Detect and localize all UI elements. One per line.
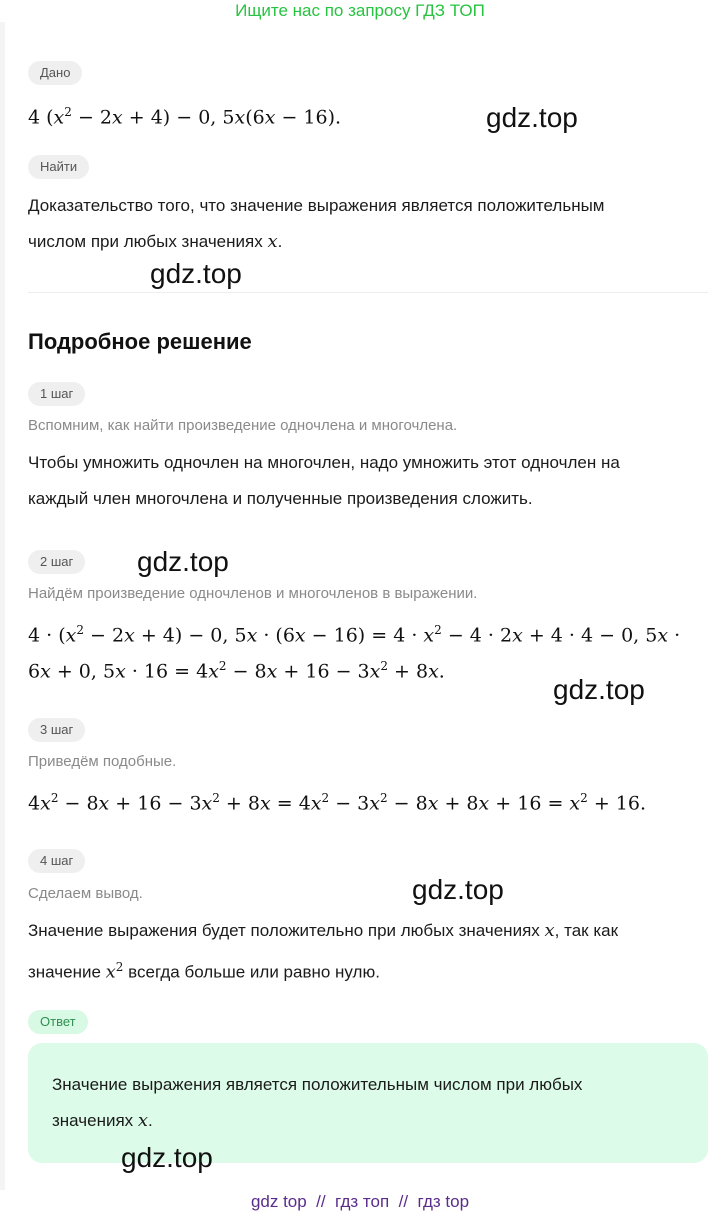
watermark: gdz.top <box>150 258 242 289</box>
given-expression: 4 $(x^2 - 2x + 4) - 0$, 5x(6x − 16). <box>28 105 342 129</box>
step-4-hint: Сделаем вывод. <box>28 885 143 902</box>
step-3-hint: Приведём подобные. <box>28 753 177 770</box>
find-text: Доказательство того, что значение выражения является положительным числом при любых значениях x. <box>28 196 605 252</box>
step-3-expression: $4x^2 - 8x + 16 - 3x^2 + 8x = 4x^2 - 3x^2 - 8x + 8x + 16 = x^2 + 16$. <box>28 791 646 815</box>
find-label: Найти <box>28 155 89 179</box>
step-1-hint: Вспомним, как найти произведение одночлена и многочлена. <box>28 417 458 434</box>
watermark: gdz.top <box>553 674 645 705</box>
step-2-label: 2 шаг <box>28 550 85 574</box>
step-2-expression-line-1: $4 \cdot (x^2 - 2x + 4) - 0$, $5x \cdot (6x - 16) = 4 \cdot x^2 - 4 \cdot 2x + 4 \cdot 4 - 0$, 5x · <box>28 623 681 647</box>
step-2-expression-line-2: 6x + 0, $5x \cdot 16 = 4x^2 - 8x + 16 - 3x^2 + 8x$. <box>28 659 445 683</box>
left-rule <box>0 22 5 1190</box>
watermark: gdz.top <box>412 874 504 905</box>
step-4-label: 4 шаг <box>28 849 85 873</box>
solution-title: Подробное решение <box>28 329 252 354</box>
top-banner: Ищите нас по запросу ГДЗ ТОП <box>235 1 485 20</box>
answer-text: Значение выражения является положительным числом при любых значениях x. <box>52 1075 583 1131</box>
footer-link-gdz-top-mixed[interactable]: гдз top <box>417 1192 470 1211</box>
footer-link-gdz-top[interactable]: gdz top <box>250 1192 307 1211</box>
footer-link-gdz-top-ru[interactable]: гдз топ <box>335 1192 390 1211</box>
answer-label: Ответ <box>28 1010 88 1034</box>
step-1-label: 1 шаг <box>28 382 85 406</box>
given-label: Дано <box>28 61 82 85</box>
section-divider <box>28 292 708 293</box>
step-4-text: Значение выражения будет положительно при любых значениях x, так как значение $x^2$ всегда больше или равно нулю. <box>28 920 619 983</box>
watermark: gdz.top <box>486 102 578 133</box>
step-2-hint: Найдём произведение одночленов и многочленов в выражении. <box>28 585 478 602</box>
step-1-text: Чтобы умножить одночлен на многочлен, надо умножить этот одночлен на каждый член многочлена и полученные произведения сложить. <box>28 453 620 508</box>
footer-links: gdz top // гдз топ // гдз top <box>250 1192 470 1211</box>
watermark: gdz.top <box>121 1142 213 1173</box>
watermark: gdz.top <box>137 546 229 577</box>
step-3-label: 3 шаг <box>28 718 85 742</box>
